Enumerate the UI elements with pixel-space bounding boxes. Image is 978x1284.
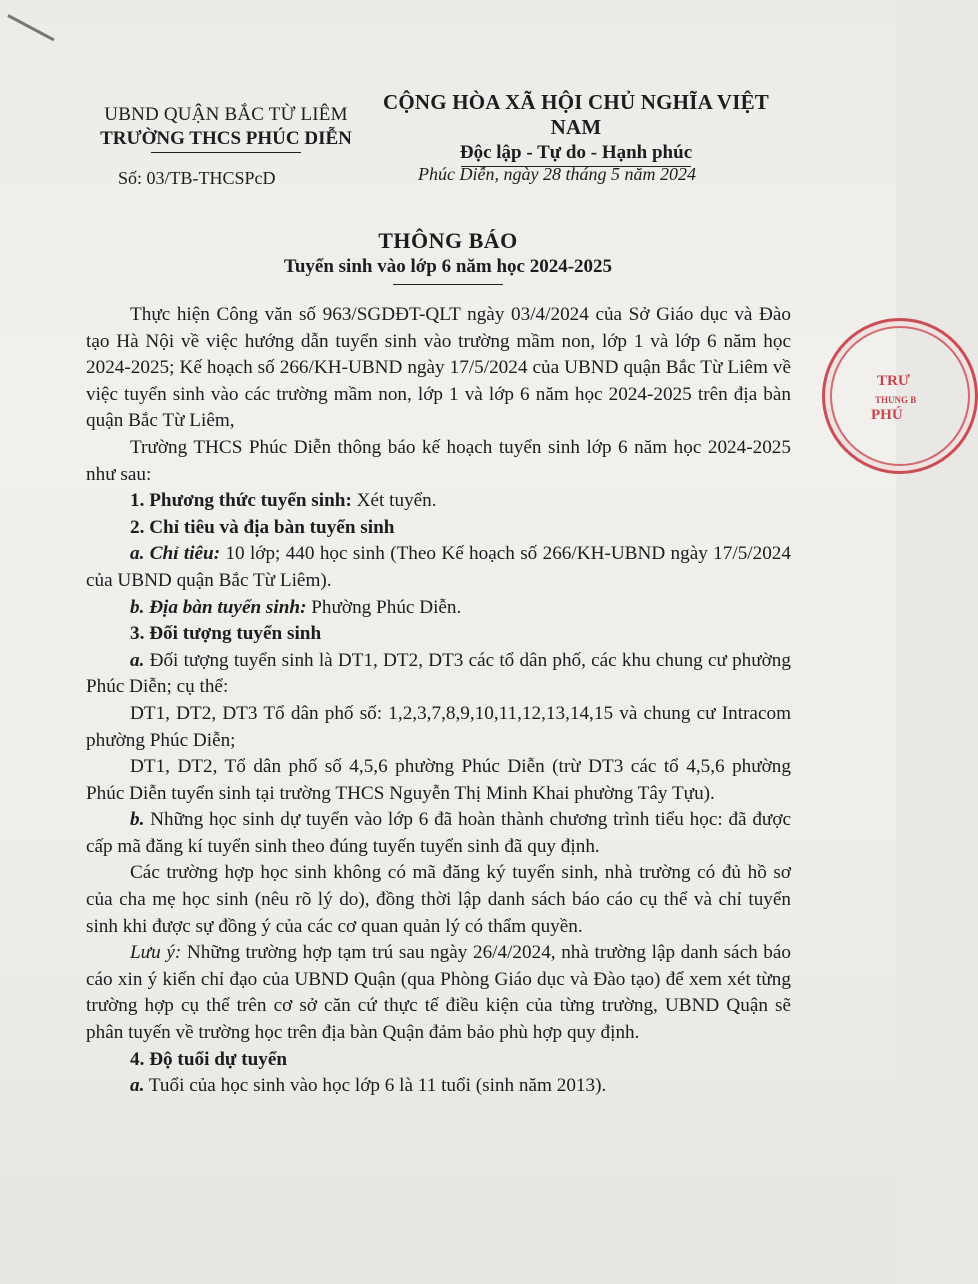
country-name: CỘNG HÒA XÃ HỘI CHỦ NGHĨA VIỆT NAM <box>383 90 769 139</box>
motto: Độc lập - Tự do - Hạnh phúc <box>459 142 693 163</box>
issuer-block <box>76 104 376 153</box>
section-3a-value: Đối tượng tuyển sinh là DT1, DT2, DT3 các tổ dân phố, các khu chung cư phường Phúc Diễn; cụ thể: <box>86 649 791 698</box>
section-2-heading: 2. Chỉ tiêu và địa bàn tuyển sinh <box>130 516 395 538</box>
section-1-value: Xét tuyển. <box>351 490 437 512</box>
district-name: UBND QUẬN BẮC TỪ LIÊM <box>104 104 348 125</box>
section-3b-value: Những học sinh dự tuyển vào lớp 6 đã hoàn thành chương trình tiểu học: đã được cấp mã đăng kí tuyển sinh theo đúng tuyến tuyển sinh đã quy định. <box>86 809 791 857</box>
seal-text-1: TRƯ <box>877 373 910 389</box>
section-2a-label: a. Chỉ tiêu: <box>130 543 221 565</box>
section-2a <box>86 541 791 594</box>
national-motto-block <box>356 90 796 167</box>
note-label: Lưu ý: <box>130 942 182 964</box>
title-underline <box>393 284 503 285</box>
document-title: THÔNG BÁO <box>378 228 518 253</box>
title-block <box>0 228 896 285</box>
document-number: Số: 03/TB-THCSPcD <box>118 168 276 188</box>
section-3b-label: b. <box>130 809 145 831</box>
document-subtitle: Tuyển sinh vào lớp 6 năm học 2024-2025 <box>283 256 613 277</box>
note-paragraph <box>86 940 791 1046</box>
section-3a-item-2: DT1, DT2, Tổ dân phố số 4,5,6 phường Phúc Diễn (trừ DT3 các tổ 4,5,6 phường Phúc Diễn tuyển sinh tại trường THCS Nguyễn Thị Minh Khai phường Tây Tựu). <box>86 756 791 804</box>
section-1 <box>86 488 791 515</box>
section-3b <box>86 807 791 860</box>
section-3a-label: a. <box>130 649 145 671</box>
section-3-note: Các trường hợp học sinh không có mã đăng ký tuyển sinh, nhà trường có đủ hồ sơ của cha mẹ học sinh (nêu rõ lý do), đồng thời lập danh sách báo cáo cụ thể và chỉ tuyển sinh khi được sự đồng ý của các cơ quan quản lý có thẩm quyền. <box>86 862 791 937</box>
note-value: Những trường hợp tạm trú sau ngày 26/4/2024, nhà trường lập danh sách báo cáo xin ý kiến chỉ đạo của UBND Quận (qua Phòng Giáo dục và Đào tạo) để xem xét từng trường hợp cụ thể trên cơ sở căn cứ thực tế điều kiện của từng trường, UBND Quận sẽ phân tuyến về trường học trên địa bàn Quận đảm bảo phù hợp quy định. <box>86 942 791 1044</box>
section-4a <box>86 1073 791 1100</box>
official-seal <box>822 318 978 474</box>
paragraph-intro: Trường THCS Phúc Diễn thông báo kế hoạch tuyển sinh lớp 6 năm học 2024-2025 như sau: <box>86 436 791 485</box>
section-4-heading: 4. Độ tuổi dự tuyển <box>130 1048 288 1070</box>
seal-text-2: THUNG B <box>875 395 917 405</box>
section-3-heading: 3. Đối tượng tuyển sinh <box>130 623 322 645</box>
seal-text-3: PHÚ <box>871 407 903 423</box>
section-2a-value: 10 lớp; 440 học sinh (Theo Kế hoạch số 266/KH-UBND ngày 17/5/2024 của UBND quận Bắc Từ Liêm). <box>86 543 791 591</box>
section-1-label: 1. Phương thức tuyển sinh: <box>130 490 352 512</box>
section-4a-label: a. <box>130 1075 145 1097</box>
paragraph-basis: Thực hiện Công văn số 963/SGDĐT-QLT ngày 03/4/2024 của Sở Giáo dục và Đào tạo Hà Nội về việc hướng dẫn tuyển sinh vào trường mầm non, lớp 1 và lớp 6 năm học 2024-2025; Kế hoạch số 266/KH-UBND ngày 17/5/2024 của UBND quận Bắc Từ Liêm về việc tuyển sinh vào các trường mầm non, lớp 1 và lớp 6 năm học 2024-2025 trên địa bàn quận Bắc Từ Liêm, <box>86 304 791 432</box>
section-3a-item-1: DT1, DT2, DT3 Tổ dân phố số: 1,2,3,7,8,9,10,11,12,13,14,15 và chung cư Intracom phường Phúc Diễn; <box>86 702 791 751</box>
document-body <box>86 302 791 1100</box>
section-2b <box>86 595 791 622</box>
section-4a-value: Tuổi của học sinh vào học lớp 6 là 11 tuổi (sinh năm 2013). <box>144 1075 607 1097</box>
section-2b-label: b. Địa bàn tuyển sinh: <box>130 596 307 618</box>
school-name: TRƯỜNG THCS PHÚC DIỄN <box>100 128 352 149</box>
document-date: Phúc Diễn, ngày 28 tháng 5 năm 2024 <box>418 164 696 184</box>
issuer-underline <box>151 152 301 153</box>
section-2b-value: Phường Phúc Diễn. <box>306 596 462 618</box>
section-3a <box>86 648 791 701</box>
